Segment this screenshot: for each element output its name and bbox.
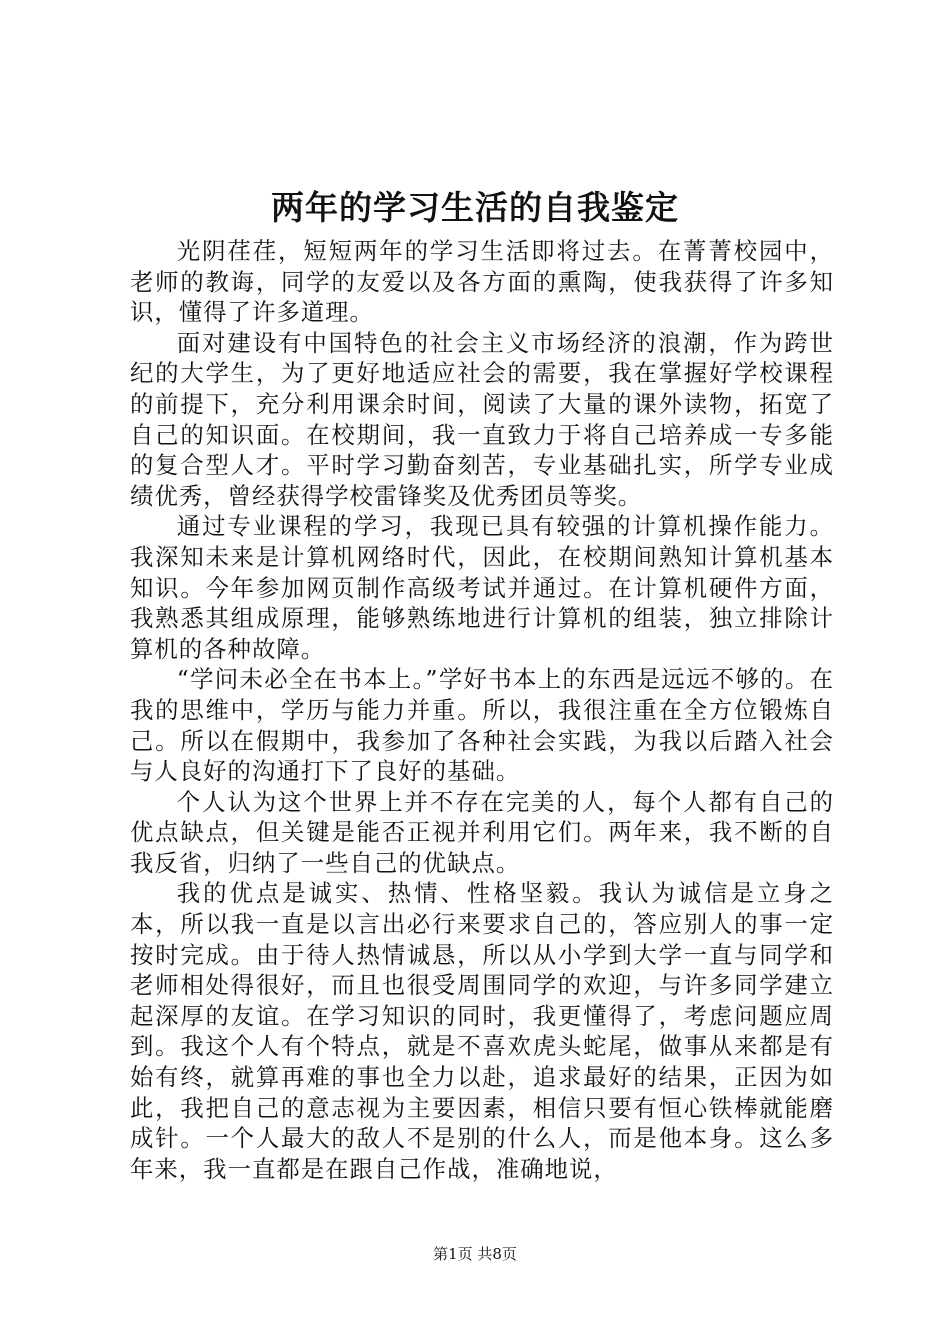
page-number-footer: 第1页 共8页 <box>433 1245 517 1263</box>
paragraph-5: 个人认为这个世界上并不存在完美的人，每个人都有自己的优点缺点，但关键是能否正视并利用它们。两年来，我不断的自我反省，归纳了一些自己的优缺点。 <box>130 787 834 877</box>
paragraph-4: “学问未必全在书本上。”学好书本上的东西是远远不够的。在我的思维中，学历与能力并重。所以，我很注重在全方位锻炼自己。所以在假期中，我参加了各种社会实践，为我以后踏入社会与人良好的沟通打下了良好的基础。 <box>130 665 834 786</box>
document-title: 两年的学习生活的自我鉴定 <box>271 188 679 227</box>
paragraph-3: 通过专业课程的学习，我现已具有较强的计算机操作能力。我深知未来是计算机网络时代，因此，在校期间熟知计算机基本知识。今年参加网页制作高级考试并通过。在计算机硬件方面，我熟悉其组成原理，能够熟练地进行计算机的组装，独立排除计算机的各种故障。 <box>130 512 834 663</box>
paragraph-2: 面对建设有中国特色的社会主义市场经济的浪潮，作为跨世纪的大学生，为了更好地适应社会的需要，我在掌握好学校课程的前提下，充分利用课余时间，阅读了大量的课外读物，拓宽了自己的知识面。在校期间，我一直致力于将自己培养成一专多能的复合型人才。平时学习勤奋刻苦，专业基础扎实，所学专业成绩优秀，曾经获得学校雷锋奖及优秀团员等奖。 <box>130 328 834 510</box>
document-body <box>130 236 834 1184</box>
paragraph-1: 光阴荏荏，短短两年的学习生活即将过去。在菁菁校园中，老师的教诲，同学的友爱以及各方面的熏陶，使我获得了许多知识，懂得了许多道理。 <box>130 237 834 327</box>
paragraph-6: 我的优点是诚实、热情、性格坚毅。我认为诚信是立身之本，所以我一直是以言出必行来要求自己的，答应别人的事一定按时完成。由于待人热情诚恳，所以从小学到大学一直与同学和老师相处得很好，而且也很受周围同学的欢迎，与许多同学建立起深厚的友谊。在学习知识的同时，我更懂得了，考虑问题应周到。我这个人有个特点，就是不喜欢虎头蛇尾，做事从来都是有始有终，就算再难的事也全力以赴，追求最好的结果，正因为如此，我把自己的意志视为主要因素，相信只要有恒心铁棒就能磨成针。一个人最大的敌人不是别的什么人，而是他本身。这么多年来，我一直都是在跟自己作战，准确地说， <box>130 879 834 1183</box>
